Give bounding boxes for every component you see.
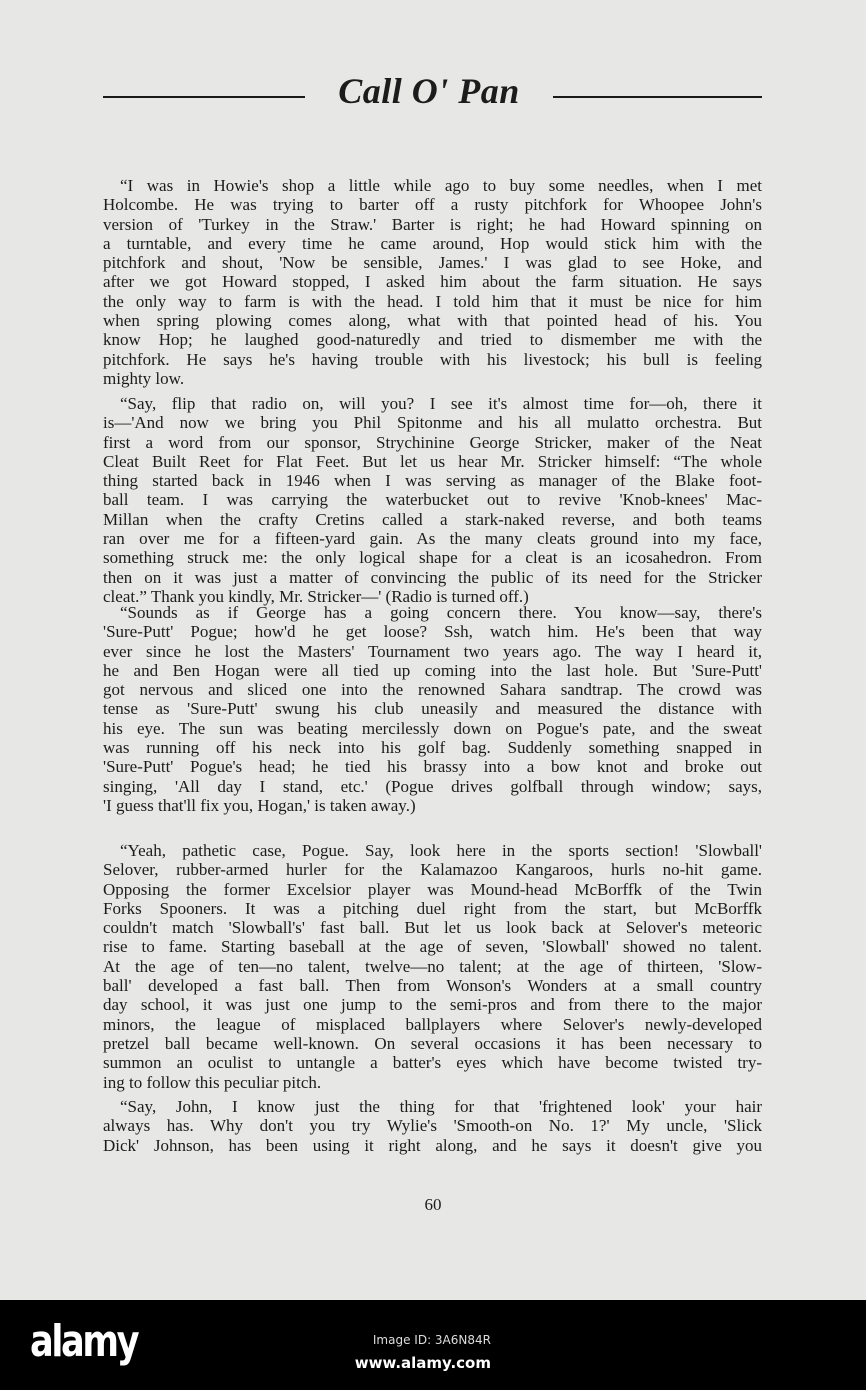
text-line: pretzel ball became well-known. On several occasions it has been necessary to (103, 1033, 762, 1053)
text-line: Holcombe. He was trying to barter off a rusty pitchfork for Whoopee John's (103, 195, 762, 215)
text-line: after we got Howard stopped, I asked him about the farm situation. He says (103, 272, 762, 292)
text-line: Cleat Built Reet for Flat Feet. But let us hear Mr. Stricker himself: “The whole (103, 451, 762, 471)
text-line: always has. Why don't you try Wylie's 'Smooth-on No. 1?' My uncle, 'Slick (103, 1116, 762, 1136)
text-line: Opposing the former Excelsior player was Mound-head McBorffk of the Twin (103, 879, 762, 899)
alamy-logo: alamy (30, 1316, 138, 1367)
text-line: “Sounds as if George has a going concern there. You know—say, there's (120, 603, 762, 622)
paragraph-1 (103, 176, 762, 388)
text-line: rise to fame. Starting baseball at the age of seven, 'Slowball' showed no talent. (103, 937, 762, 957)
paragraph-5 (103, 1097, 762, 1155)
text-line: something struck me: the only logical shape for a cleat is an icosahedron. From (103, 548, 762, 568)
image-id: Image ID: 3A6N84R (372, 1333, 491, 1347)
text-line: pitchfork. He says he's having trouble with his livestock; his bull is feeling (103, 349, 762, 369)
text-line: tense as 'Sure-Putt' swung his club uneasily and measured the distance with (103, 699, 762, 719)
text-line: his eye. The sun was beating mercilessly down on Pogue's pate, and the sweat (103, 718, 762, 738)
text-line: “Yeah, pathetic case, Pogue. Say, look here in the sports section! 'Slowball' (120, 841, 762, 860)
text-line: ing to follow this peculiar pitch. (103, 1072, 322, 1092)
text-line: mighty low. (103, 368, 185, 388)
text-line: know Hop; he laughed good-naturedly and tried to dismember me with the (103, 330, 762, 350)
text-line: ran over me for a fifteen-yard gain. As the many cleats ground into my face, (103, 529, 762, 549)
paragraph-4 (103, 841, 762, 1092)
title-rule-right (553, 96, 762, 98)
text-line: then on it was just a matter of convincing the public of its need for the Stricker (103, 567, 762, 587)
text-line: ball team. I was carrying the waterbucket out to revive 'Knob-knees' Mac- (103, 490, 762, 510)
text-line: couldn't match 'Slowball's' fast ball. But let us look back at Selover's meteoric (103, 918, 762, 938)
paragraph-2 (103, 394, 762, 606)
text-line: Selover, rubber-armed hurler for the Kalamazoo Kangaroos, hurls no-hit game. (103, 860, 762, 880)
text-line: thing started back in 1946 when I was serving as manager of the Blake foot- (103, 471, 762, 491)
text-line: was running off his neck into his golf bag. Suddenly something snapped in (103, 738, 762, 758)
text-line: Millan when the crafty Cretins called a stark-naked reverse, and both teams (103, 509, 762, 529)
text-line: version of 'Turkey in the Straw.' Barter is right; he had Howard spinning on (103, 214, 762, 234)
text-line: pitchfork and shout, 'Now be sensible, James.' I was glad to see Hoke, and (103, 253, 762, 273)
text-line: Forks Spooners. It was a pitching duel right from the start, but McBorffk (103, 898, 762, 918)
watermark-footer (0, 1300, 866, 1390)
text-line: when spring plowing comes along, what with that pointed head of his. You (103, 311, 762, 331)
text-line: 'I guess that'll fix you, Hogan,' is taken away.) (103, 795, 416, 815)
text-line: Dick' Johnson, has been using it right along, and he says it doesn't give you (103, 1135, 762, 1155)
paragraph-3 (103, 603, 762, 815)
text-line: At the age of ten—no talent, twelve—no talent; at the age of thirteen, 'Slow- (103, 956, 762, 976)
text-line: the only way to farm is with the head. I told him that it must be nice for him (103, 291, 762, 311)
text-line: ever since he lost the Masters' Tournament two years ago. The way I heard it, (103, 641, 762, 661)
text-line: 'Sure-Putt' Pogue; how'd he get loose? Ssh, watch him. He's been that way (103, 622, 762, 642)
text-line: 'Sure-Putt' Pogue's head; he tied his brassy into a bow knot and broke out (103, 757, 762, 777)
page-number: 60 (424, 1195, 442, 1214)
text-line: singing, 'All day I stand, etc.' (Pogue drives golfball through window; says, (103, 776, 762, 796)
text-line: summon an oculist to untangle a batter's eyes which have become twisted try- (103, 1053, 762, 1073)
text-line: a turntable, and every time he came around, Hop would stick him with the (103, 233, 762, 253)
text-line: is—'And now we bring you Phil Spitonme and his all mulatto orchestra. But (103, 413, 762, 433)
alamy-url: www.alamy.com (354, 1354, 491, 1372)
text-line: minors, the league of misplaced ballplayers where Selover's newly-developed (103, 1014, 762, 1034)
text-line: cleat.” Thank you kindly, Mr. Stricker—' (Radio is turned off.) (103, 586, 529, 606)
text-line: got nervous and sliced one into the renowned Sahara sandtrap. The crowd was (103, 680, 762, 700)
text-line: “Say, flip that radio on, will you? I see it's almost time for—oh, there it (120, 394, 762, 413)
text-line: day school, it was just one jump to the semi-pros and from there to the major (103, 995, 762, 1015)
text-line: ball' developed a fast ball. Then from Wonson's Wonders at a small country (103, 976, 762, 996)
text-line: he and Ben Hogan were all tied up coming into the last hole. But 'Sure-Putt' (103, 660, 762, 680)
title-rule-left (103, 96, 305, 98)
text-line: “Say, John, I know just the thing for that 'frightened look' your hair (120, 1097, 762, 1116)
text-line: “I was in Howie's shop a little while ago to buy some needles, when I met (120, 176, 762, 195)
page-title: Call O' Pan (338, 71, 520, 111)
text-line: first a word from our sponsor, Strychinine George Stricker, maker of the Neat (103, 432, 762, 452)
